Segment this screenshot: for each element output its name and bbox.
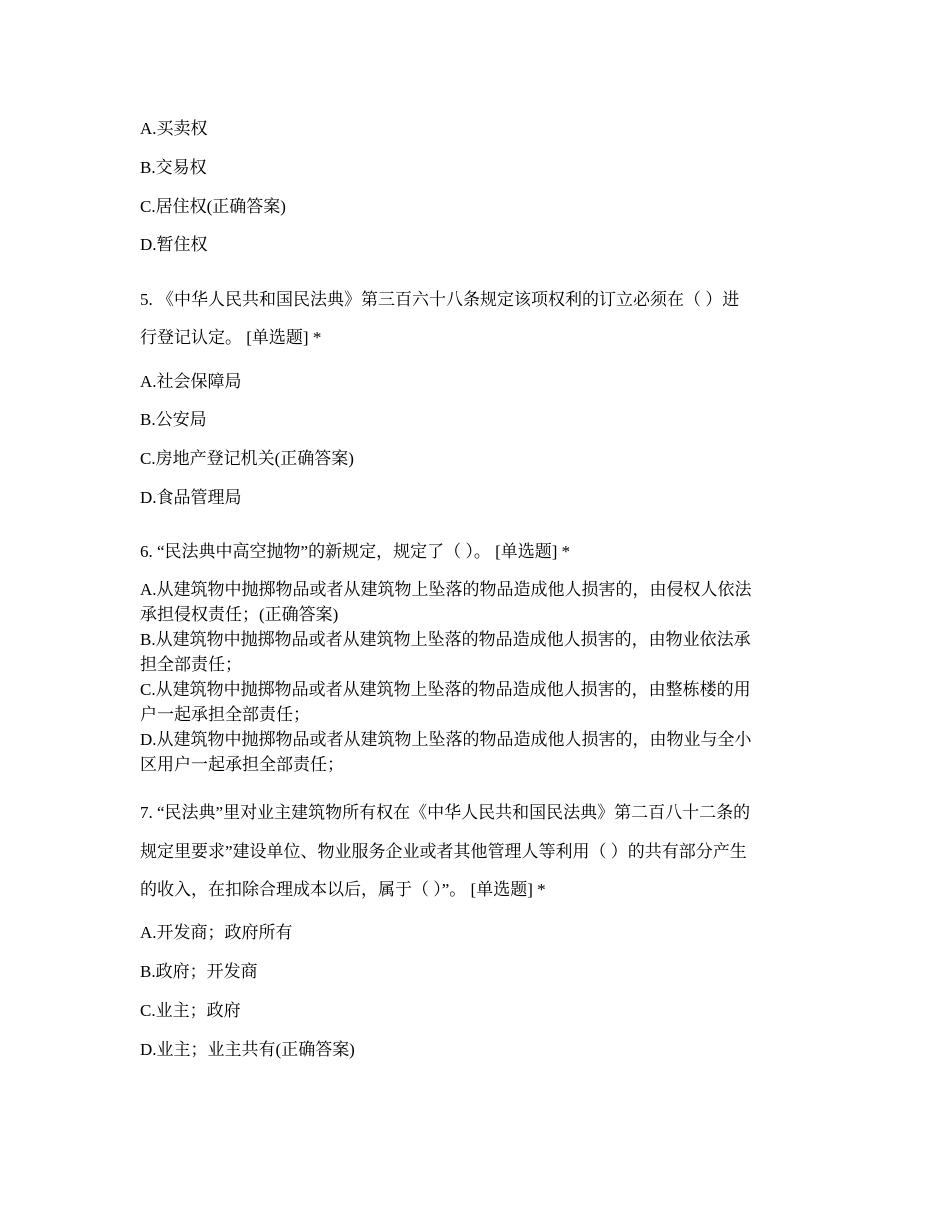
q6-option-d-line2: 区用户一起承担全部责任；: [140, 755, 344, 774]
q6-option-b-line1: B.从建筑物中抛掷物品或者从建筑物上坠落的物品造成他人损害的，由物业依法承: [140, 630, 751, 649]
q5-option-a: A.社会保障局: [140, 372, 242, 391]
q7-option-c: C.业主；政府: [140, 1001, 241, 1020]
q4-option-a: A.买卖权: [140, 119, 208, 138]
q4-option-b: B.交易权: [140, 158, 207, 177]
q6-option-a-line1: A.从建筑物中抛掷物品或者从建筑物上坠落的物品造成他人损害的，由侵权人依法: [140, 580, 752, 599]
q5-option-b: B.公安局: [140, 410, 207, 429]
q6-option-c-line2: 户一起承担全部责任；: [140, 705, 310, 724]
q6-option-b-line2: 担全部责任；: [140, 655, 242, 674]
q6-title: 6. “民法典中高空抛物”的新规定，规定了（ ）。 [单选题] *: [140, 542, 571, 561]
q6-option-a-line2: 承担侵权责任；(正确答案): [140, 605, 339, 624]
q7-title-line1: 7. “民法典”里对业主建筑物所有权在《中华人民共和国民法典》第二百八十二条的: [140, 803, 751, 822]
q5-option-c: C.房地产登记机关(正确答案): [140, 449, 354, 468]
q5-title-line1: 5. 《中华人民共和国民法典》第三百六十八条规定该项权利的订立必须在（ ）进: [140, 290, 740, 309]
q6-option-c-line1: C.从建筑物中抛掷物品或者从建筑物上坠落的物品造成他人损害的，由整栋楼的用: [140, 680, 751, 699]
q7-option-a: A.开发商；政府所有: [140, 923, 293, 942]
q5-option-d: D.食品管理局: [140, 488, 242, 507]
q7-title-line2: 规定里要求”建设单位、物业服务企业或者其他管理人等利用（ ）的共有部分产生: [140, 842, 747, 861]
q4-option-c: C.居住权(正确答案): [140, 197, 286, 216]
q5-title-line2: 行登记认定。 [单选题] *: [140, 328, 322, 347]
q7-option-b: B.政府；开发商: [140, 962, 258, 981]
q7-title-line3: 的收入，在扣除合理成本以后，属于（ ）”。 [单选题] *: [140, 880, 546, 899]
q7-option-d: D.业主；业主共有(正确答案): [140, 1040, 355, 1059]
q6-option-d-line1: D.从建筑物中抛掷物品或者从建筑物上坠落的物品造成他人损害的，由物业与全小: [140, 730, 752, 749]
q4-option-d: D.暂住权: [140, 235, 208, 254]
